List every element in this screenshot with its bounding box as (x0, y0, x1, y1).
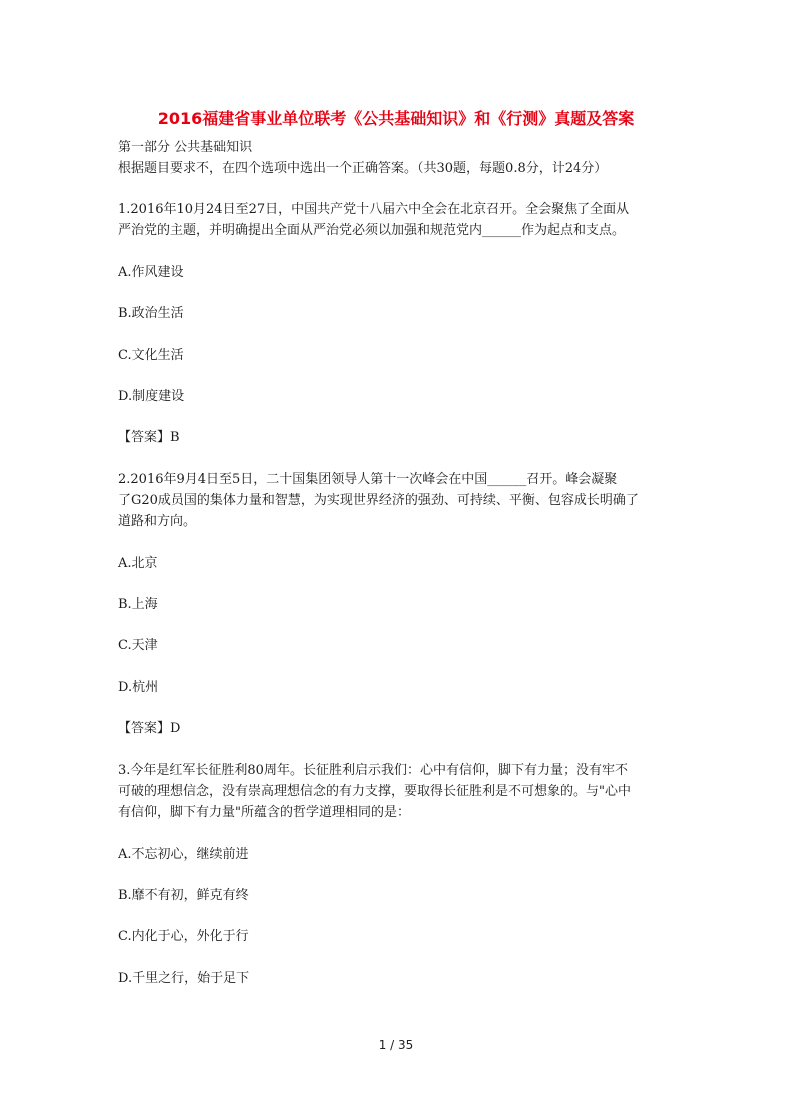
question-2-text (118, 469, 674, 532)
question-3-option-a: A.不忘初心，继续前进 (118, 847, 249, 862)
question-1-option-d: D.制度建设 (118, 389, 185, 404)
question-3-option-c: C.内化于心，外化于行 (118, 929, 249, 944)
question-3-option-d: D.千里之行，始于足下 (118, 971, 250, 986)
question-2-line-1: 2.2016年9月4日至5日，二十国集团领导人第十一次峰会在中国______召开。峰会凝聚 (118, 472, 618, 487)
question-2-line-3: 道路和方向。 (118, 514, 197, 529)
question-1-line-1: 1.2016年10月24日至27日，中国共产党十八届六中全会在北京召开。全会聚焦了全面从 (118, 202, 630, 217)
question-3-line-1: 3.今年是红军长征胜利80周年。长征胜利启示我们：心中有信仰，脚下有力量；没有牢不 (118, 763, 628, 778)
question-3-option-b: B.靡不有初，鲜克有终 (118, 888, 249, 903)
page-separator: / (386, 1038, 399, 1052)
question-3-text (118, 760, 674, 823)
section-heading: 第一部分 公共基础知识 (118, 140, 253, 155)
question-2-option-c: C.天津 (118, 638, 158, 653)
page-total: 35 (398, 1038, 414, 1052)
question-2-option-a: A.北京 (118, 556, 158, 571)
question-1-option-a: A.作风建设 (118, 265, 184, 280)
question-2-line-2: 了G20成员国的集体力量和智慧，为实现世界经济的强劲、可持续、平衡、包容成长明确了 (118, 493, 639, 508)
question-3-line-3: 有信仰，脚下有力量"所蕴含的哲学道理相同的是： (118, 805, 410, 820)
question-1-option-c: C.文化生活 (118, 348, 184, 363)
page-number (0, 1038, 792, 1052)
question-1-option-b: B.政治生活 (118, 306, 184, 321)
question-1-line-2: 严治党的主题，并明确提出全面从严治党必须以加强和规范党内______作为起点和支点。 (118, 223, 626, 238)
question-3-line-2: 可破的理想信念，没有崇高理想信念的有力支撑，要取得长征胜利是不可想象的。与"心中 (118, 784, 631, 799)
question-2-answer: 【答案】D (118, 721, 181, 736)
page-current: 1 (378, 1038, 387, 1052)
question-2-option-d: D.杭州 (118, 680, 159, 695)
question-2-option-b: B.上海 (118, 597, 158, 612)
document-title: 2016福建省事业单位联考《公共基础知识》和《行测》真题及答案 (157, 109, 635, 128)
question-1-text (118, 199, 674, 241)
question-1-answer: 【答案】B (118, 430, 180, 445)
instructions: 根据题目要求不，在四个选项中选出一个正确答案。（共30题，每题0.8分，计24分） (118, 161, 608, 176)
